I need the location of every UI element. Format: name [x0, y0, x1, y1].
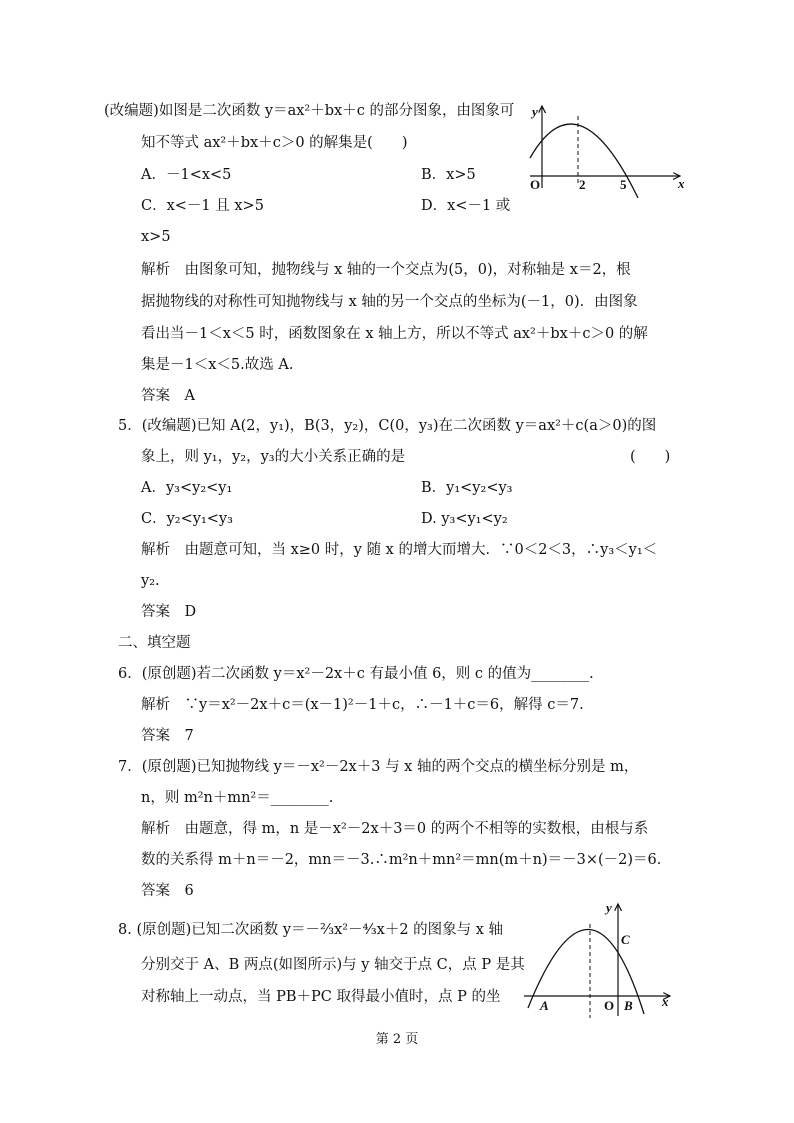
q7-analysis-line1: 解析 由题意，得 m，n 是－x²－2x＋3＝0 的两个不相等的实数根，由根与系 — [141, 821, 649, 837]
q5-analysis-line2: y₂. — [141, 573, 160, 589]
origin-label: O — [604, 998, 615, 1013]
q5-option-b: B．y₁<y₂<y₃ — [421, 480, 513, 496]
q4-parabola-graph — [520, 98, 690, 198]
q5-analysis-line1: 解析 由题意可知，当 x≥0 时，y 随 x 的增大而增大．∵0＜2＜3，∴y₃＜y₁＜ — [141, 542, 658, 558]
q6-analysis: 解析 ∵y＝x²－2x＋c＝(x－1)²－1＋c，∴－1＋c＝6，解得 c＝7. — [141, 697, 584, 713]
q7-stem-line2: n，则 m²n＋mn²＝________. — [141, 790, 334, 806]
q8-stem-line2: 分别交于 A、B 两点(如图所示)与 y 轴交于点 C，点 P 是其 — [141, 957, 525, 973]
tick-label-2: 2 — [579, 177, 586, 192]
point-a-label: A — [540, 998, 549, 1013]
q7-answer: 答案 6 — [141, 883, 194, 899]
x-axis-label: x — [662, 994, 669, 1009]
q5-stem-line2: 象上，则 y₁，y₂，y₃的大小关系正确的是 — [141, 449, 406, 465]
y-axis-label: y — [532, 104, 538, 119]
q8-stem-line1: 8. (原创题)已知二次函数 y＝－⅔x²－⁴⁄₃x＋2 的图象与 x 轴 — [118, 922, 504, 938]
x-axis-label: x — [678, 176, 685, 191]
q4-option-c: C．x<－1 且 x>5 — [141, 198, 264, 214]
q4-stem-line1: (改编题)如图是二次函数 y＝ax²＋bx＋c 的部分图象，由图象可 — [104, 103, 515, 119]
q5-answer: 答案 D — [141, 604, 197, 620]
q4-answer: 答案 A — [141, 388, 195, 404]
y-axis-label: y — [606, 900, 612, 915]
q7-stem-line1: 7．(原创题)已知抛物线 y＝－x²－2x＋3 与 x 轴的两个交点的横坐标分别是 m， — [118, 759, 639, 775]
origin-label: O — [530, 177, 541, 192]
q5-option-d: D. y₃<y₁<y₂ — [421, 511, 508, 527]
q4-option-d-cont: x>5 — [141, 229, 171, 245]
q4-analysis-line2: 据抛物线的对称性可知抛物线与 x 轴的另一个交点的坐标为(－1，0)．由图象 — [141, 294, 638, 310]
q5-option-c: C．y₂<y₁<y₃ — [141, 511, 233, 527]
q6-answer: 答案 7 — [141, 728, 194, 744]
q7-analysis-line2: 数的关系得 m＋n＝－2，mn＝－3.∴m²n＋mn²＝mn(m＋n)＝－3×(－2)＝6. — [141, 852, 662, 868]
q4-analysis-line3: 看出当－1＜x＜5 时，函数图象在 x 轴上方，所以不等式 ax²＋bx＋c＞0 的解 — [141, 326, 648, 342]
q4-option-a: A．－1<x<5 — [141, 167, 232, 183]
q5-stem-line1: 5．(改编题)已知 A(2，y₁)，B(3，y₂)，C(0，y₃)在二次函数 y＝ax²＋c(a＞0)的图 — [118, 418, 657, 434]
q5-option-a: A．y₃<y₂<y₁ — [141, 480, 233, 496]
q6-stem: 6．(原创题)若二次函数 y＝x²－2x＋c 有最小值 6，则 c 的值为________. — [118, 666, 594, 682]
section-title-fill-in: 二、填空题 — [118, 635, 191, 651]
point-c-label: C — [621, 932, 630, 947]
q8-stem-line3: 对称轴上一动点，当 PB＋PC 取得最小值时，点 P 的坐 — [141, 989, 501, 1005]
q4-option-b: B．x>5 — [421, 167, 476, 183]
q4-analysis-line1: 解析 由图象可知，抛物线与 x 轴的一个交点为(5，0)，对称轴是 x＝2，根 — [141, 262, 631, 278]
page-number: 第 2 页 — [375, 1032, 419, 1047]
q5-answer-paren: ( ) — [630, 449, 671, 465]
q4-option-d: D．x<－1 或 — [421, 198, 511, 214]
point-b-label: B — [624, 998, 633, 1013]
q8-parabola-graph — [520, 898, 680, 1020]
q4-analysis-line4: 集是－1＜x＜5.故选 A. — [141, 357, 294, 373]
tick-label-5: 5 — [620, 177, 627, 192]
q4-stem-line2: 知不等式 ax²＋bx＋c＞0 的解集是( ) — [141, 135, 408, 151]
